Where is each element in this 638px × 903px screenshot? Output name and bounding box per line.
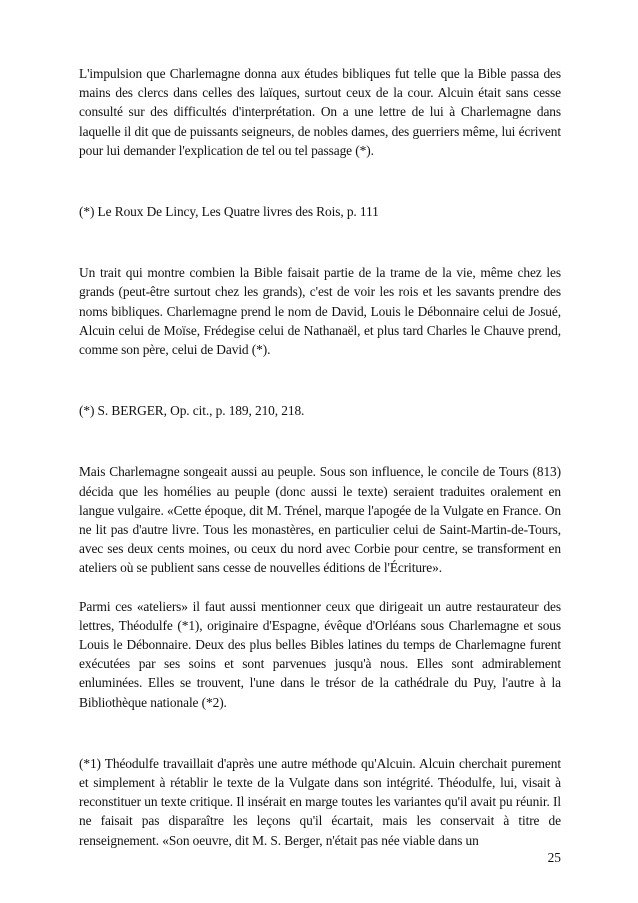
spacer <box>79 712 561 754</box>
spacer <box>79 359 561 401</box>
paragraph-bible-impulsion: L'impulsion que Charlemagne donna aux études bibliques fut telle que la Bible passa des mains des clercs dans celles des laïques, surtout ceux de la cour. Alcuin était sans cesse consulté sur des difficultés d'interprétation. On a une lettre de lui à Charlemagne dans laquelle il dit que de puissants seigneurs, de nobles dames, des guerriers même, lui écrivent pour lui demander l'explication de tel ou tel passage (*). <box>79 66 561 158</box>
spacer <box>79 578 561 597</box>
footnote-theodulfe: (*1) Théodulfe travaillait d'après une autre méthode qu'Alcuin. Alcuin cherchait purement et simplement à rétablir le texte de la Vulgate dans son intégrité. Théodulfe, lui, visait à reconstituer un texte critique. Il insérait en marge toutes les variantes qu'il avait pu réunir. Il ne faisait pas disparaître les leçons qu'il écartait, mais les conservait à titre de renseignement. «Son oeuvre, dit M. S. Berger, n'était pas née viable dans un <box>79 755 561 848</box>
spacer <box>79 221 561 263</box>
document-page <box>79 64 561 850</box>
paragraph-concile-tours: Mais Charlemagne songeait aussi au peuple. Sous son influence, le concile de Tours (813) décida que les homélies au peuple (donc aussi le texte) seraient traduites oralement en langue vulgaire. «Cette époque, dit M. Trénel, marque l'apogée de la Vulgate en France. On ne lit pas d'autre livre. Tous les monastères, en particulier celui de Saint-Martin-de-Tours, avec ses deux cents moines, ou ceux du nord avec Corbie pour centre, se transforment en ateliers où se publient sans cesse de nouvelles éditions de l'Écriture». <box>79 464 561 576</box>
footnote-le-roux: (*) Le Roux De Lincy, Les Quatre livres des Rois, p. 111 <box>79 204 379 220</box>
spacer <box>79 420 561 462</box>
footnote-berger: (*) S. BERGER, Op. cit., p. 189, 210, 218. <box>79 403 305 419</box>
paragraph-theodulfe: Parmi ces «ateliers» il faut aussi mentionner ceux que dirigeait un autre restaurateur des lettres, Théodulfe (*1), originaire d'Espagne, évêque d'Orléans sous Charlemagne et sous Louis le Débonnaire. Deux des plus belles Bibles latines du temps de Charlemagne furent exécutées par ses soins et sont parvenues jusqu'à nous. Elles sont admirablement enluminées. Elles se trouvent, l'une dans le trésor de la cathédrale du Puy, l'autre à la Bibliothèque nationale (*2). <box>79 598 561 710</box>
spacer <box>79 160 561 202</box>
paragraph-biblical-names: Un trait qui montre combien la Bible faisait partie de la trame de la vie, même chez les grands (peut-être surtout chez les grands), c'est de voir les rois et les savants prendre des noms bibliques. Charlemagne prend le nom de David, Louis le Débonnaire celui de Josué, Alcuin celui de Moïse, Frédegise celui de Nathanaël, et plus tard Charles le Chauve prend, comme son père, celui de David (*). <box>79 265 561 358</box>
page-number: 25 <box>547 850 561 865</box>
